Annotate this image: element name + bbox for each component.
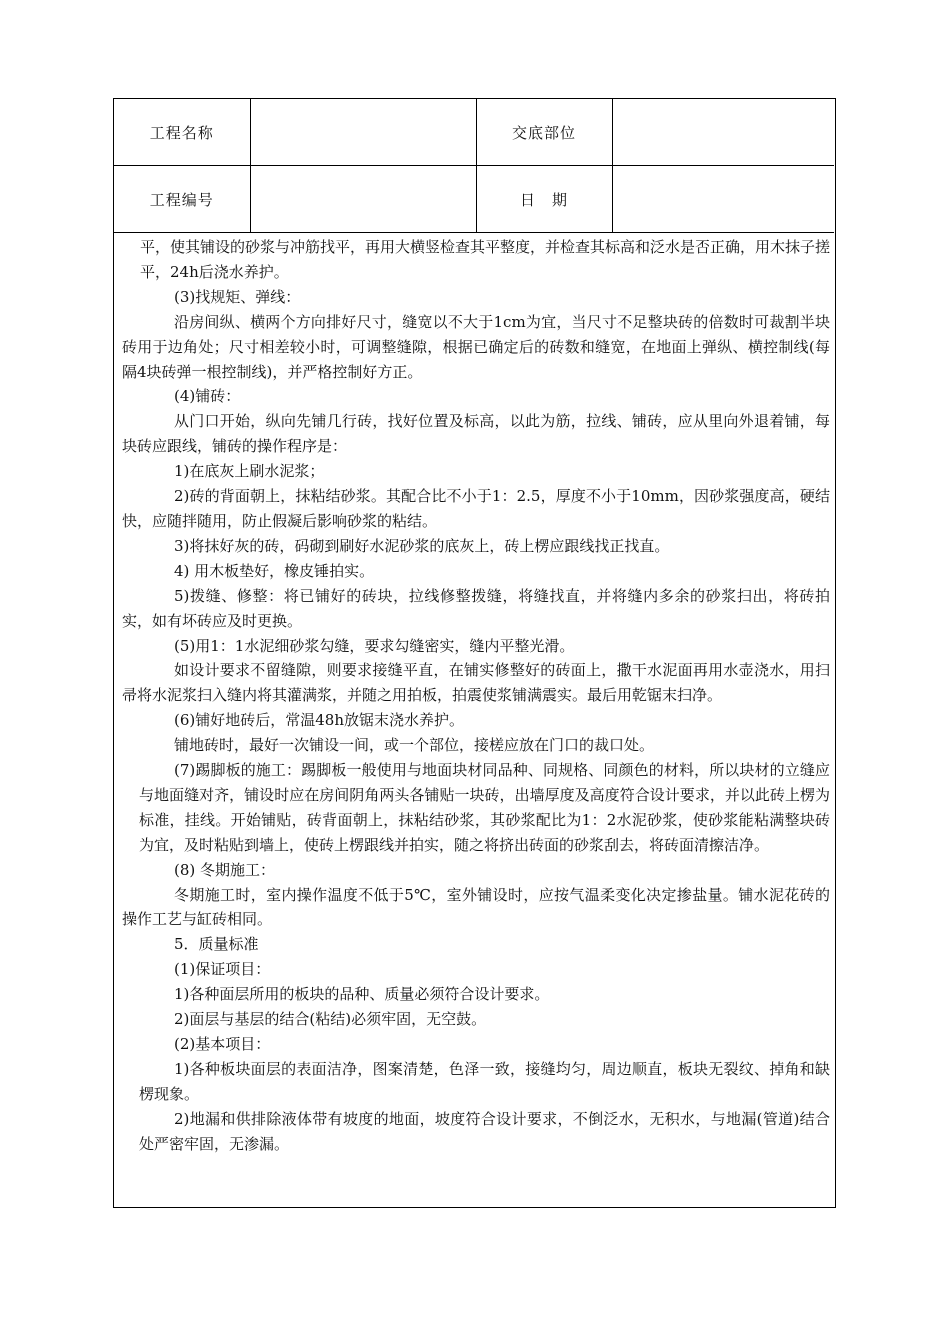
paragraph: (3)找规矩、弹线： [174,287,301,306]
project-name-value[interactable] [250,99,476,166]
paragraph: 2)面层与基层的结合(粘结)必须牢固，无空鼓。 [174,1010,487,1029]
paragraph: 5)拨缝、修整：将已铺好的砖块，拉线修整拨缝，将缝找直，并将缝内多余的砂浆扫出，将砖拍实，如有坏砖应及时更换。 [122,586,830,630]
paragraph: (6)铺好地砖后，常温48h放锯末浇水养护。 [174,711,464,730]
paragraph: 4) 用木板垫好，橡皮锤拍实。 [174,561,375,580]
project-no-value[interactable] [250,166,476,233]
paragraph: 从门口开始，纵向先铺几行砖，找好位置及标高，以此为筋，拉线、铺砖，应从里向外退着铺，每块砖应跟线，铺砖的操作程序是： [122,412,830,456]
paragraph: 5．质量标准 [174,935,259,954]
content-body [122,235,830,1157]
paragraph: 2)砖的背面朝上，抹粘结砂浆。其配合比不小于1：2.5，厚度不小于10mm，因砂浆强度高，硬结快，应随拌随用，防止假凝后影响砂浆的粘结。 [122,487,830,530]
paragraph: (7)踢脚板的施工：踢脚板一般使用与地面块材同品种、同规格、同颜色的材料，所以块材的立缝应与地面缝对齐，铺设时应在房间阴角两头各铺贴一块砖，出墙厚度及高度符合设计要求，并以此砖上楞为标准，挂线。开始铺贴，砖背面朝上，抹粘结砂浆，其砂浆配比为1：2水泥砂浆，使砂浆能粘满整块砖为宜，及时粘贴到墙上，使砖上楞跟线并拍实，随之将挤出砖面的砂浆刮去，将砖面清擦洁净。 [139,761,830,854]
paragraph: (4)铺砖： [174,387,241,406]
paragraph: (5)用1：1水泥细砂浆勾缝，要求勾缝密实，缝内平整光滑。 [174,636,575,655]
paragraph: (2)基本项目： [174,1035,271,1053]
paragraph: 如设计要求不留缝隙，则要求接缝平直，在铺实修整好的砖面上，撒干水泥面再用水壶浇水，用扫帚将水泥浆扫入缝内将其灌满浆，并随之用拍板，拍震使浆铺满震实。最后用乾锯末扫净。 [122,661,830,705]
paragraph: 3)将抹好灰的砖，码砌到刷好水泥砂浆的底灰上，砖上楞应跟线找正找直。 [174,536,670,555]
location-label: 交底部位 [476,99,612,166]
project-no-label: 工程编号 [114,166,250,233]
paragraph: 铺地砖时，最好一次铺设一间，或一个部位，接槎应放在门口的裁口处。 [174,736,655,755]
header-table [114,99,834,233]
paragraph: 1)各种板块面层的表面洁净，图案清楚，色泽一致，接缝均匀，周边顺直，板块无裂纹、掉角和缺楞现象。 [139,1059,830,1103]
disclosure-form [113,98,836,1208]
date-value[interactable] [612,166,834,233]
project-name-label: 工程名称 [114,99,250,166]
paragraph: (1)保证项目： [174,960,271,979]
paragraph: 1)各种面层所用的板块的品种、质量必须符合设计要求。 [174,985,550,1004]
paragraph: 2)地漏和供排除液体带有坡度的地面，坡度符合设计要求，不倒泛水，无积水，与地漏(管道)结合处严密牢固，无渗漏。 [139,1109,830,1153]
date-label: 日 期 [476,166,612,233]
location-value[interactable] [612,99,834,166]
paragraph: 1)在底灰上刷水泥浆； [174,462,325,481]
paragraph: (8) 冬期施工： [174,860,276,879]
paragraph: 平，使其铺设的砂浆与冲筋找平，再用大横竖检查其平整度，并检查其标高和泛水是否正确，用木抹子搓平，24h后浇水养护。 [140,238,831,281]
paragraph: 沿房间纵、横两个方向排好尺寸，缝宽以不大于1cm为宜，当尺寸不足整块砖的倍数时可裁割半块砖用于边角处；尺寸相差较小时，可调整缝隙，根据已确定后的砖数和缝宽，在地面上弹纵、横控制线(每隔4块砖弹一根控制线)，并严格控制好方正。 [122,312,830,381]
paragraph: 冬期施工时，室内操作温度不低于5℃，室外铺设时，应按气温柔变化决定掺盐量。铺水泥花砖的操作工艺与缸砖相同。 [122,885,830,929]
